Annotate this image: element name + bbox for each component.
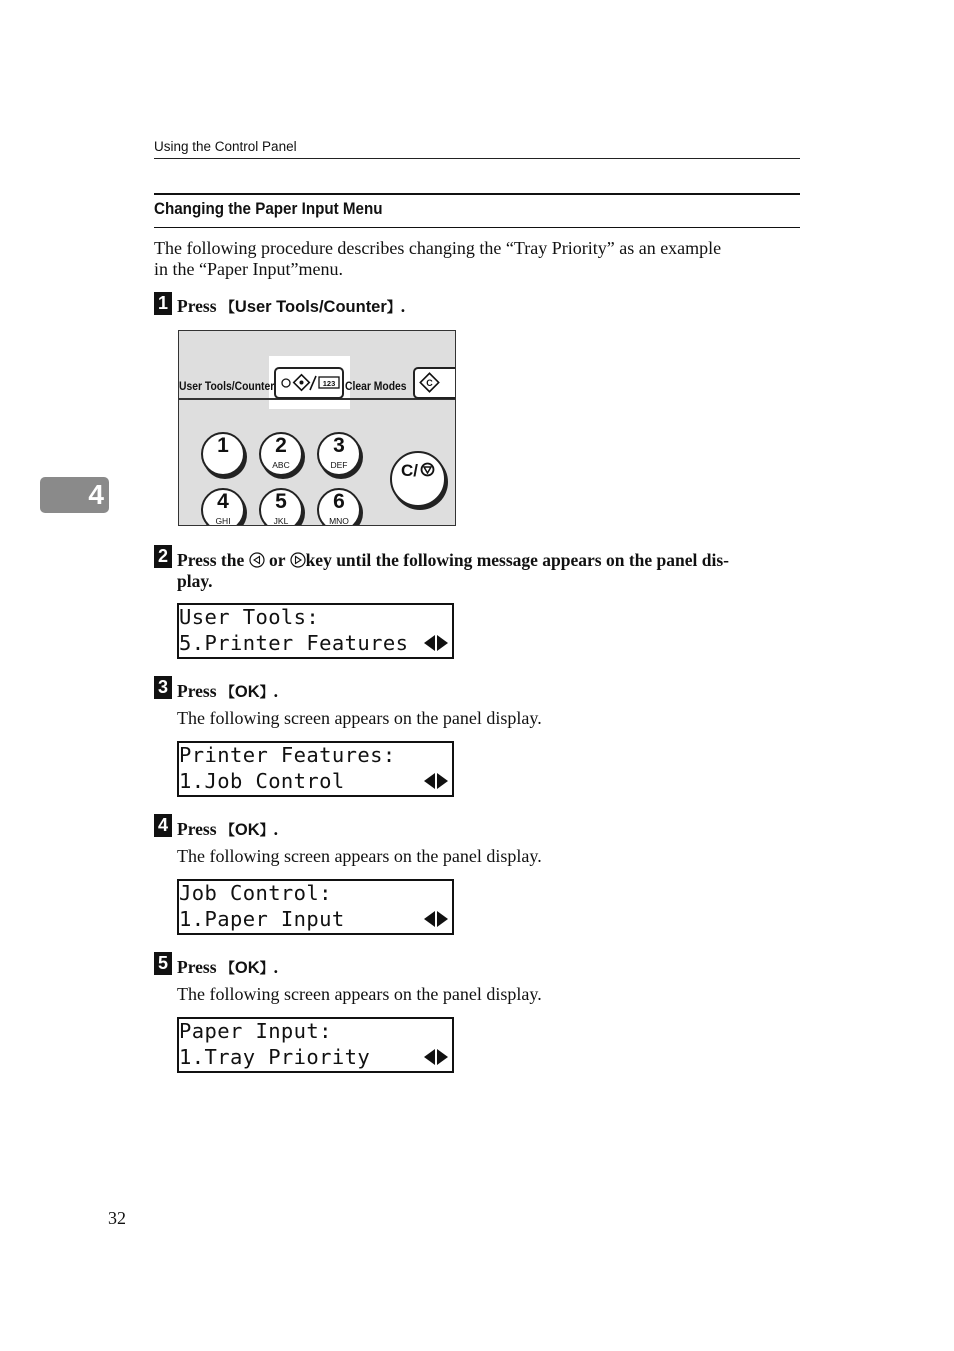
section-rule-bottom — [154, 227, 800, 228]
lcd-line-2: 1.Tray Priority — [179, 1045, 371, 1069]
svg-text:C: C — [426, 378, 433, 388]
step-4-number: 4 — [154, 814, 172, 837]
lcd-screen-job-control — [177, 879, 454, 935]
lcd-screen-printer-features — [177, 741, 454, 797]
user-tools-counter-icon — [276, 369, 342, 397]
user-tools-counter-key-label: User Tools/Counter — [234, 298, 387, 316]
ok-key-label: OK — [234, 683, 260, 701]
left-bracket-glyph: 【 — [220, 300, 235, 316]
right-bracket-glyph: 】 — [386, 300, 401, 316]
step-1-prefix: Press — [177, 296, 221, 316]
step-2-part-a: Press the — [177, 550, 249, 570]
step-3-instruction: Press 【OK】. — [177, 681, 279, 701]
step-3-description: The following screen appears on the panel display. — [177, 708, 542, 728]
lcd-line-1: Job Control: — [179, 881, 332, 905]
clear-modes-icon — [415, 369, 445, 397]
step-5-description: The following screen appears on the panel display. — [177, 984, 542, 1004]
intro-line-2: in the “Paper Input”menu. — [154, 259, 343, 279]
lcd-line-2: 1.Paper Input — [179, 907, 345, 931]
lcd-screen-paper-input — [177, 1017, 454, 1073]
lcd-line-2: 5.Printer Features — [179, 631, 409, 655]
step-4-description: The following screen appears on the panel display. — [177, 846, 542, 866]
lcd-line-1: User Tools: — [179, 605, 320, 629]
step-2-instruction — [177, 550, 802, 592]
key-2[interactable]: 2 ABC — [259, 432, 303, 476]
control-panel-illustration — [178, 330, 456, 526]
step-5-instruction: Press 【OK】. — [177, 957, 279, 977]
step-2-part-b: or — [264, 550, 290, 570]
step-2-line-2: play. — [177, 571, 213, 591]
clear-modes-button[interactable] — [413, 367, 456, 399]
ok-key-label: OK — [234, 959, 260, 977]
lcd-scroll-arrows-icon — [424, 635, 448, 651]
step-2-part-c: key until the following message appears on the panel dis- — [305, 550, 729, 570]
clear-modes-label: Clear Modes — [345, 381, 407, 393]
stop-icon — [420, 462, 435, 477]
key-3[interactable]: 3 DEF — [317, 432, 361, 476]
lcd-scroll-arrows-icon — [424, 773, 448, 789]
step-1-suffix: . — [400, 296, 406, 316]
intro-line-1: The following procedure describes changing the “Tray Priority” as an example — [154, 238, 722, 258]
step-1-instruction — [177, 296, 405, 319]
step-5-number: 5 — [154, 952, 172, 975]
page-number: 32 — [108, 1208, 126, 1228]
user-tools-counter-label: User Tools/Counter — [179, 381, 275, 393]
user-tools-counter-button[interactable] — [274, 367, 344, 399]
key-5[interactable]: 5 JKL — [259, 488, 303, 526]
section-title: Changing the Paper Input Menu — [154, 200, 383, 218]
header-rule — [154, 158, 800, 159]
key-4[interactable]: 4 GHI — [201, 488, 245, 526]
counter-badge: 123 — [322, 379, 336, 388]
left-arrow-key-icon — [249, 552, 265, 568]
running-header: Using the Control Panel — [154, 139, 297, 154]
chapter-tab: 4 — [40, 477, 109, 513]
lcd-line-1: Printer Features: — [179, 743, 396, 767]
lcd-screen-user-tools — [177, 603, 454, 659]
section-rule-top — [154, 193, 800, 195]
key-1[interactable]: 1 — [201, 432, 245, 476]
intro-paragraph — [154, 238, 804, 280]
step-4-instruction: Press 【OK】. — [177, 819, 279, 839]
lcd-line-2: 1.Job Control — [179, 769, 345, 793]
clear-stop-label: C/ — [401, 461, 418, 480]
right-arrow-key-icon — [290, 552, 306, 568]
step-1-number: 1 — [154, 292, 172, 315]
clear-stop-key[interactable] — [390, 451, 446, 507]
key-6[interactable]: 6 MNO — [317, 488, 361, 526]
step-3-number: 3 — [154, 676, 172, 699]
ok-key-label: OK — [234, 821, 260, 839]
lcd-line-1: Paper Input: — [179, 1019, 332, 1043]
lcd-scroll-arrows-icon — [424, 1049, 448, 1065]
lcd-scroll-arrows-icon — [424, 911, 448, 927]
step-2-number: 2 — [154, 545, 172, 568]
